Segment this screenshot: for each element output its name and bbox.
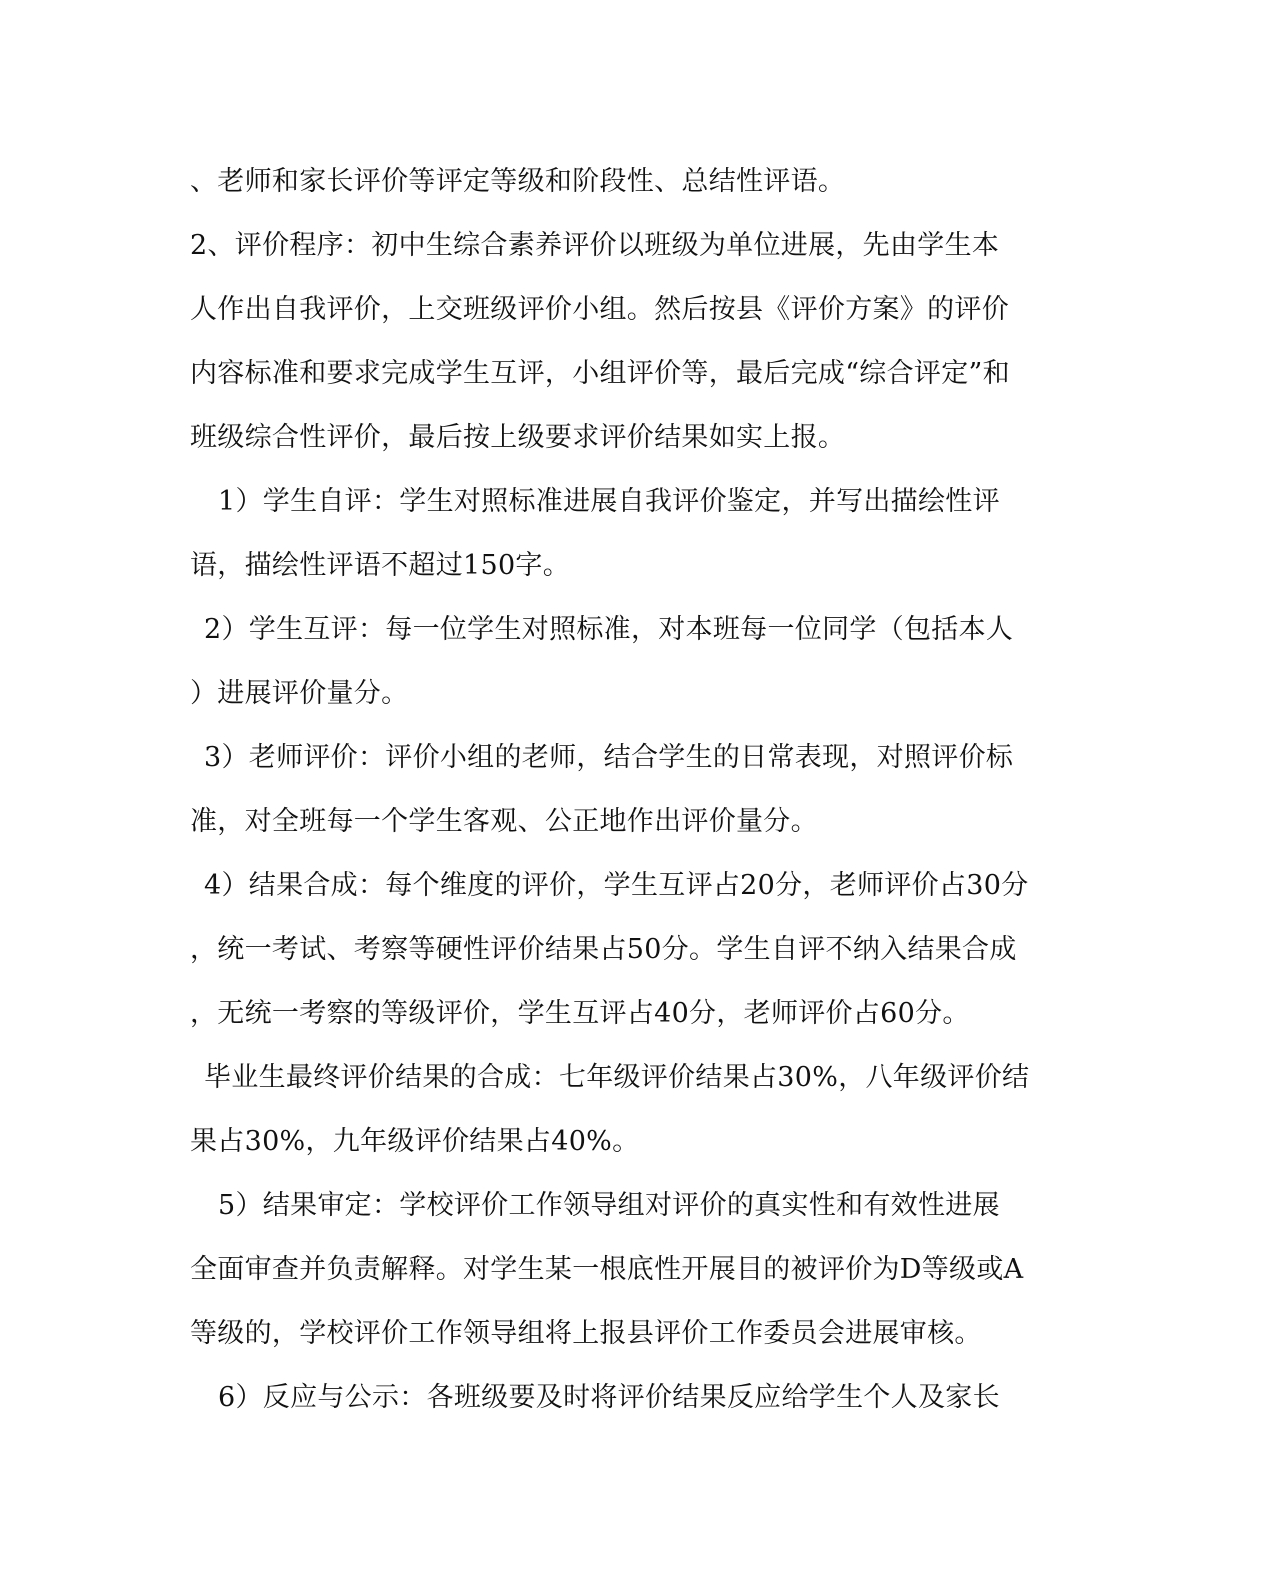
text-line: 4）结果合成：每个维度的评价，学生互评占20分，老师评价占30分 xyxy=(204,870,1029,901)
text-line: 语，描绘性评语不超过150字。 xyxy=(190,550,571,581)
text-line: 、老师和家长评价等评定等级和阶段性、总结性评语。 xyxy=(190,166,846,197)
text-line: 准，对全班每一个学生客观、公正地作出评价量分。 xyxy=(190,806,818,837)
text-line: ，统一考试、考察等硬性评价结果占50分。学生自评不纳入结果合成 xyxy=(190,934,1017,965)
text-line: 班级综合性评价，最后按上级要求评价结果如实上报。 xyxy=(190,422,846,453)
text-line: 内容标准和要求完成学生互评，小组评价等，最后完成“综合评定”和 xyxy=(190,358,1010,389)
text-line: 3）老师评价：评价小组的老师，结合学生的日常表现，对照评价标 xyxy=(204,742,1014,773)
text-line: ）进展评价量分。 xyxy=(190,678,409,709)
text-line: 毕业生最终评价结果的合成：七年级评价结果占30%，八年级评价结 xyxy=(204,1062,1030,1093)
text-line: 6）反应与公示：各班级要及时将评价结果反应给学生个人及家长 xyxy=(218,1382,1000,1413)
text-line: 2）学生互评：每一位学生对照标准，对本班每一位同学（包括本人 xyxy=(204,614,1014,645)
text-line: 果占30%，九年级评价结果占40%。 xyxy=(190,1126,640,1157)
text-line: ，无统一考察的等级评价，学生互评占40分，老师评价占60分。 xyxy=(190,998,970,1029)
document-body xyxy=(190,150,1060,1430)
text-line: 2、评价程序：初中生综合素养评价以班级为单位进展，先由学生本 xyxy=(190,230,1000,261)
text-line: 人作出自我评价，上交班级评价小组。然后按县《评价方案》的评价 xyxy=(190,294,1009,325)
text-line: 全面审查并负责解释。对学生某一根底性开展目的被评价为D等级或A xyxy=(190,1254,1024,1285)
text-line: 等级的，学校评价工作领导组将上报县评价工作委员会进展审核。 xyxy=(190,1318,982,1349)
text-line: 5）结果审定：学校评价工作领导组对评价的真实性和有效性进展 xyxy=(218,1190,1000,1221)
text-line: 1）学生自评：学生对照标准进展自我评价鉴定，并写出描绘性评 xyxy=(218,486,1000,517)
